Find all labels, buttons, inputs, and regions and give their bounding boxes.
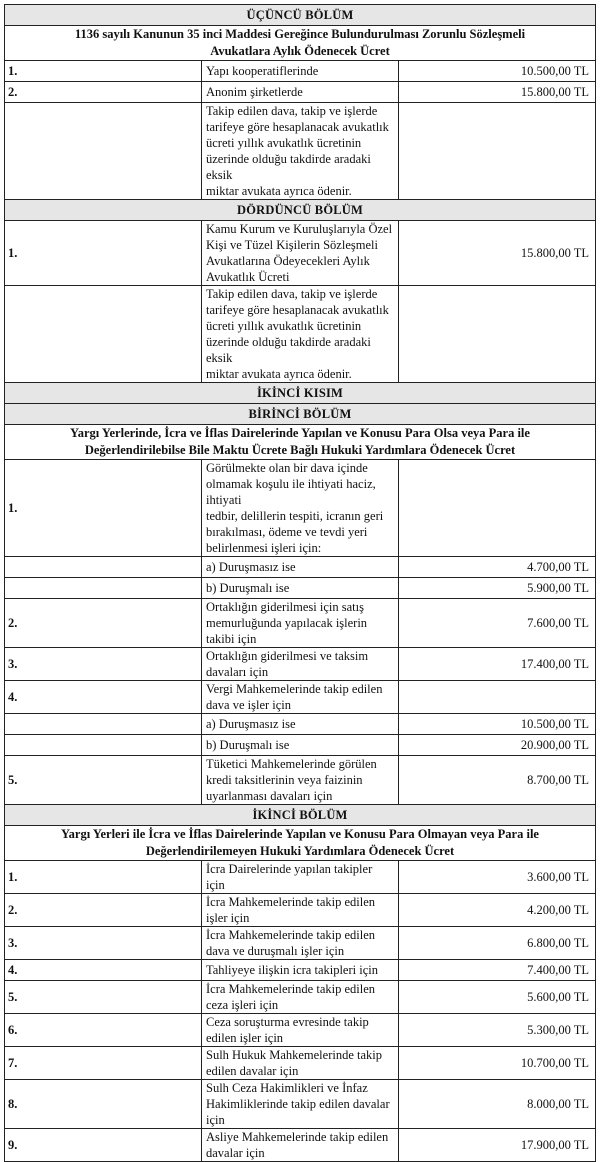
fee-amount: 5.300,00 TL [399,1014,596,1047]
section-header-row [5,5,596,26]
section-header-row [5,404,596,425]
description-line: ücreti yıllık avukatlık ücretinin üzerinde olduğu takdirde aradaki eksik [206,319,371,365]
subheader-line: Değerlendirilebilse Bile Maktu Ücrete Bağlı Hukuki Yardımlara Ödenecek Ücret [84,443,516,457]
fee-amount: 10.500,00 TL [399,714,596,735]
description-line: Kamu Kurum ve Kuruluşlarıyla Özel Kişi ve Tüzel Kişilerin Sözleşmeli [206,222,393,252]
fee-row [5,1047,596,1080]
description-line: Takip edilen dava, takip ve işlerde tarifeye göre hesaplanacak avukatlık [206,104,389,134]
description-line: Yapı kooperatiflerinde [206,64,319,78]
fee-amount [399,286,596,383]
item-number: 1. [5,61,202,82]
item-description [202,557,399,578]
item-description [202,648,399,681]
fee-amount: 15.800,00 TL [399,82,596,103]
section-subheader [5,826,596,861]
item-number: 1. [5,861,202,894]
item-description [202,82,399,103]
section-header-row [5,805,596,826]
item-description [202,1047,399,1080]
fee-row [5,61,596,82]
fee-row [5,221,596,286]
item-number: 8. [5,1080,202,1129]
section-subheader-row [5,26,596,61]
item-number: 4. [5,681,202,714]
description-line: İcra Mahkemelerinde takip edilen işler için [206,895,376,925]
fee-row [5,735,596,756]
item-description [202,221,399,286]
subheader-line: Yargı Yerlerinde, İcra ve İflas Dairelerinde Yapılan ve Konusu Para Olsa veya Para ile [70,426,530,440]
fee-row [5,894,596,927]
fee-row [5,1014,596,1047]
section-header: DÖRDÜNCÜ BÖLÜM [5,200,596,221]
fee-amount: 20.900,00 TL [399,735,596,756]
item-number: 6. [5,1014,202,1047]
item-number: 2. [5,599,202,648]
fee-amount [399,103,596,200]
item-number: 3. [5,648,202,681]
fee-row [5,82,596,103]
fee-row [5,557,596,578]
item-description [202,681,399,714]
item-number: 2. [5,894,202,927]
fee-amount: 8.700,00 TL [399,756,596,805]
item-description [202,1080,399,1129]
note-row [5,286,596,383]
item-description [202,960,399,981]
description-line: Tüketici Mahkemelerinde görülen kredi taksitlerinin veya faizinin [206,757,377,787]
fee-row [5,681,596,714]
item-number: 3. [5,927,202,960]
fee-amount: 10.700,00 TL [399,1047,596,1080]
section-subheader [5,26,596,61]
item-description [202,861,399,894]
item-number [5,714,202,735]
fee-row [5,927,596,960]
fee-schedule-table [4,4,596,1162]
description-line: a) Duruşmasız ise [206,560,296,574]
fee-amount: 8.000,00 TL [399,1080,596,1129]
description-line: Ortaklığın giderilmesi için satış memurluğunda yapılacak işlerin takibi için [206,600,368,646]
fee-amount: 17.900,00 TL [399,1129,596,1162]
item-description [202,894,399,927]
fee-amount: 7.400,00 TL [399,960,596,981]
item-description [202,61,399,82]
fee-amount: 4.700,00 TL [399,557,596,578]
fee-amount: 15.800,00 TL [399,221,596,286]
fee-amount: 4.200,00 TL [399,894,596,927]
fee-row [5,1129,596,1162]
description-line: uyarlanması davaları için [206,789,333,803]
description-line: Vergi Mahkemelerinde takip edilen dava ve işler için [206,682,383,712]
fee-row [5,1080,596,1129]
fee-amount: 7.600,00 TL [399,599,596,648]
fee-amount: 5.600,00 TL [399,981,596,1014]
description-line: İcra Dairelerinde yapılan takipler için [206,862,373,892]
description-line: Sulh Hukuk Mahkemelerinde takip edilen davalar için [206,1048,383,1078]
description-line: İcra Mahkemelerinde takip edilen dava ve duruşmalı işler için [206,928,376,958]
description-line: miktar avukata ayrıca ödenir. [206,184,352,198]
item-description [202,460,399,557]
item-description [202,735,399,756]
item-description [202,756,399,805]
item-number [5,286,202,383]
item-number: 4. [5,960,202,981]
section-header: İKİNCİ KISIM [5,383,596,404]
note-text [202,286,399,383]
fee-row [5,756,596,805]
section-subheader-row [5,826,596,861]
item-number: 5. [5,756,202,805]
item-number [5,557,202,578]
subheader-line: 1136 sayılı Kanunun 35 inci Maddesi Gereğince Bulundurulması Zorunlu Sözleşmeli [74,27,526,41]
description-line: b) Duruşmalı ise [206,581,290,595]
note-row [5,103,596,200]
fee-amount: 5.900,00 TL [399,578,596,599]
fee-amount: 6.800,00 TL [399,927,596,960]
description-line: tedbir, delillerin tespiti, icranın geri bırakılması, ödeme ve tevdi yeri [206,509,384,539]
fee-amount: 3.600,00 TL [399,861,596,894]
subheader-line: Yargı Yerleri ile İcra ve İflas Dairelerinde Yapılan ve Konusu Para Olmayan veya Para ile [61,827,539,841]
section-header-row [5,200,596,221]
section-header: ÜÇÜNCÜ BÖLÜM [5,5,596,26]
item-number [5,578,202,599]
section-header: İKİNCİ BÖLÜM [5,805,596,826]
description-line: Tahliyeye ilişkin icra takipleri için [206,963,378,977]
item-number: 5. [5,981,202,1014]
item-number: 9. [5,1129,202,1162]
description-line: Asliye Mahkemelerinde takip edilen davalar için [206,1130,389,1160]
item-number [5,735,202,756]
section-subheader [5,425,596,460]
fee-amount [399,681,596,714]
description-line: Görülmekte olan bir dava içinde olmamak koşulu ile ihtiyati haciz, ihtiyati [206,461,376,507]
item-number [5,103,202,200]
subheader-line: Avukatlara Aylık Ödenecek Ücret [210,44,390,58]
fee-amount: 17.400,00 TL [399,648,596,681]
description-line: İcra Mahkemelerinde takip edilen ceza işleri için [206,982,376,1012]
fee-amount [399,460,596,557]
item-description [202,714,399,735]
section-header: BİRİNCİ BÖLÜM [5,404,596,425]
item-description [202,1014,399,1047]
fee-row [5,648,596,681]
description-line: belirlenmesi işleri için: [206,541,322,555]
description-line: Takip edilen dava, takip ve işlerde tarifeye göre hesaplanacak avukatlık [206,287,389,317]
item-number: 1. [5,460,202,557]
item-number: 2. [5,82,202,103]
section-header-row [5,383,596,404]
description-line: Anonim şirketlerde [206,85,303,99]
description-line: Sulh Ceza Hakimlikleri ve İnfaz Hakimliklerinde takip edilen davalar için [206,1081,390,1127]
fee-row [5,714,596,735]
fee-row [5,981,596,1014]
description-line: Ceza soruşturma evresinde takip edilen işler için [206,1015,369,1045]
description-line: Avukatlarına Ödeyecekleri Aylık Avukatlık Ücreti [206,254,370,284]
item-description [202,981,399,1014]
fee-schedule-document [4,4,596,1162]
description-line: a) Duruşmasız ise [206,717,296,731]
item-number: 1. [5,221,202,286]
description-line: ücreti yıllık avukatlık ücretinin üzerinde olduğu takdirde aradaki eksik [206,136,371,182]
description-line: b) Duruşmalı ise [206,738,290,752]
description-line: Ortaklığın giderilmesi ve taksim davaları için [206,649,369,679]
fee-row [5,960,596,981]
item-description [202,599,399,648]
fee-row [5,578,596,599]
item-description [202,927,399,960]
description-line: miktar avukata ayrıca ödenir. [206,367,352,381]
item-number: 7. [5,1047,202,1080]
fee-amount: 10.500,00 TL [399,61,596,82]
fee-row [5,460,596,557]
subheader-line: Değerlendirilemeyen Hukuki Yardımlara Ödenecek Ücret [145,844,455,858]
fee-row [5,599,596,648]
section-subheader-row [5,425,596,460]
note-text [202,103,399,200]
item-description [202,578,399,599]
item-description [202,1129,399,1162]
fee-row [5,861,596,894]
